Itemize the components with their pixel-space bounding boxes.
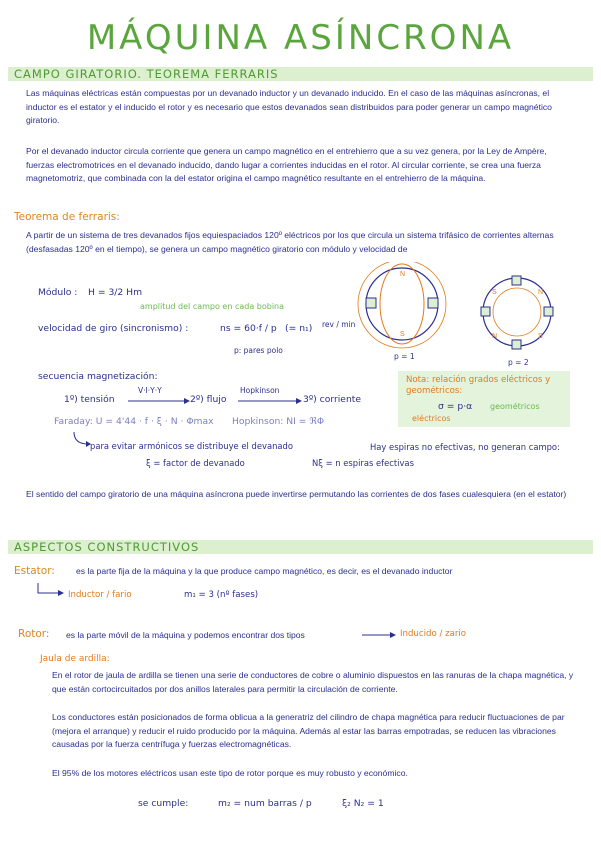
armonicos-result: Hay espiras no efectivas, no generan campo: (370, 442, 560, 452)
espiras-efectivas: Nξ = n espiras efectivas (312, 458, 414, 468)
estator-text: es la parte fija de la máquina y la que produce campo magnético, es decir, es el devanado inductor (76, 566, 453, 576)
note-formula: σ = p·α (438, 401, 473, 412)
page-title: MÁQUINA ASÍNCRONA (86, 18, 515, 58)
seq-step3: 3º) corriente (303, 394, 362, 405)
arrow-icon (362, 632, 398, 638)
seq-step2: 2º) flujo (190, 394, 227, 405)
rotor-text: es la parte móvil de la máquina y podemos encontrar dos tipos (66, 630, 305, 640)
sequence-arrows (128, 398, 308, 404)
cumple-formula-1: m₂ = num barras / p (218, 798, 312, 809)
arrow-icon (36, 583, 66, 599)
note-title: Nota: relación grados eléctricos y geométricos: (406, 375, 551, 396)
modulo-note: amplitud del campo en cada bobina (140, 302, 285, 311)
paragraph: Los conductores están posicionados de forma oblicua a la generatriz del cilindro de chapa magnética para reducir fluctuaciones de par (mejora el arranque) y reducir el ruido producido por la máquina. Además al estar las barras empotradas, se reducen las vibraciones causadas por la fuerza centrífuga y fuerzas electromagnéticas. (52, 712, 565, 750)
paragraph: En el rotor de jaula de ardilla se tienen una serie de conductores de cobre o aluminio dispuestos en las ranuras de la chapa magnética, y que están cortocircuitados por dos anillos laterales para permitir la circulación de corriente. (52, 670, 574, 694)
note-geometricos: geométricos (490, 402, 540, 411)
rotor-label: Rotor: (18, 628, 50, 640)
subheading: Teorema de ferraris: (14, 211, 120, 223)
svg-text:N: N (492, 333, 498, 340)
estator-note: Inductor / fario (68, 590, 132, 600)
section-heading: ASPECTOS CONSTRUCTIVOS (14, 540, 200, 554)
faraday-formula: Faraday: U = 4'44 · f · ξ · N · Φmax (54, 416, 214, 427)
field-diagrams (352, 262, 582, 372)
svg-text:N: N (400, 271, 406, 278)
svg-text:N: N (538, 289, 544, 296)
velocidad-formula: ns = 60·f / p (220, 323, 277, 334)
velocidad-units: rev / min (322, 320, 356, 329)
velocidad-eq: (= n₁) (285, 323, 313, 334)
paragraph: Las máquinas eléctricas están compuestas por un devanado inductor y un devanado inducido. En el caso de las máquinas asíncronas, el inductor es el estator y el inducido el rotor y es necesario que estos devanados sean distribuidos para poder generar un campo magnético giratorio. (26, 88, 552, 126)
velocidad-label: velocidad de giro (sincronismo) : (38, 323, 189, 334)
secuencia-label: secuencia magnetización: (38, 371, 158, 382)
arrow-icon (72, 432, 92, 450)
section-heading: CAMPO GIRATORIO. TEOREMA FERRARIS (14, 67, 279, 81)
jaula-heading: Jaula de ardilla: (40, 654, 110, 664)
armonicos-text: para evitar armónicos se distribuye el devanado (90, 441, 293, 451)
estator-label: Estator: (14, 565, 55, 577)
paragraph: El 95% de los motores eléctricos usan este tipo de rotor porque es muy robusto y económico. (52, 768, 408, 778)
cumple-formula-2: ξ₂ N₂ = 1 (342, 798, 384, 809)
paragraph: A partir de un sistema de tres devanados fijos equiespaciados 120º eléctricos por los que circula un sistema trifásico de corrientes alternas (desfasadas 120º en el tiempo), se genera un campo magnético giratorio con módulo y velocidad de (26, 230, 554, 254)
seq-step1-note: V·I·Y·Y (138, 386, 162, 395)
pares-polo: p: pares polo (234, 346, 283, 355)
estator-fases: m₁ = 3 (nº fases) (184, 590, 259, 600)
cumple-label: se cumple: (138, 798, 189, 809)
rotor-note: Inducido / zario (400, 629, 467, 639)
note-electricos: eléctricos (412, 414, 451, 423)
figure-p2 (481, 276, 553, 349)
factor-devanado: ξ = factor de devanado (146, 458, 245, 468)
seq-step1: 1º) tensión (64, 394, 115, 405)
svg-text:S: S (538, 333, 543, 340)
seq-step2-note: Hopkinson (240, 386, 280, 395)
fig2-label: p = 2 (508, 358, 529, 367)
svg-text:S: S (492, 289, 497, 296)
hopkinson-formula: Hopkinson: NI = ℜΦ (232, 416, 325, 427)
paragraph: Por el devanado inductor circula corriente que genera un campo magnético en el entrehierro que a su vez genera, por la Ley de Ampère, fuerzas electromotrices en el devanado inducido, dando lugar a corrientes inducidas en el rotor. Al circular corriente, se crea una fuerza magnetomotriz, que combinada con la del estator origina el campo magnético resultante en el entrehierro de la máquina. (26, 146, 547, 184)
paragraph: El sentido del campo giratorio de una máquina asíncrona puede invertirse permutando las corrientes de dos fases cualesquiera (en el estator) (26, 489, 567, 499)
modulo-label: Módulo : (38, 287, 78, 298)
modulo-formula: H = 3/2 Hm (88, 287, 143, 298)
figure-p1 (358, 262, 446, 348)
fig1-label: p = 1 (394, 352, 415, 361)
svg-text:S: S (400, 331, 405, 338)
